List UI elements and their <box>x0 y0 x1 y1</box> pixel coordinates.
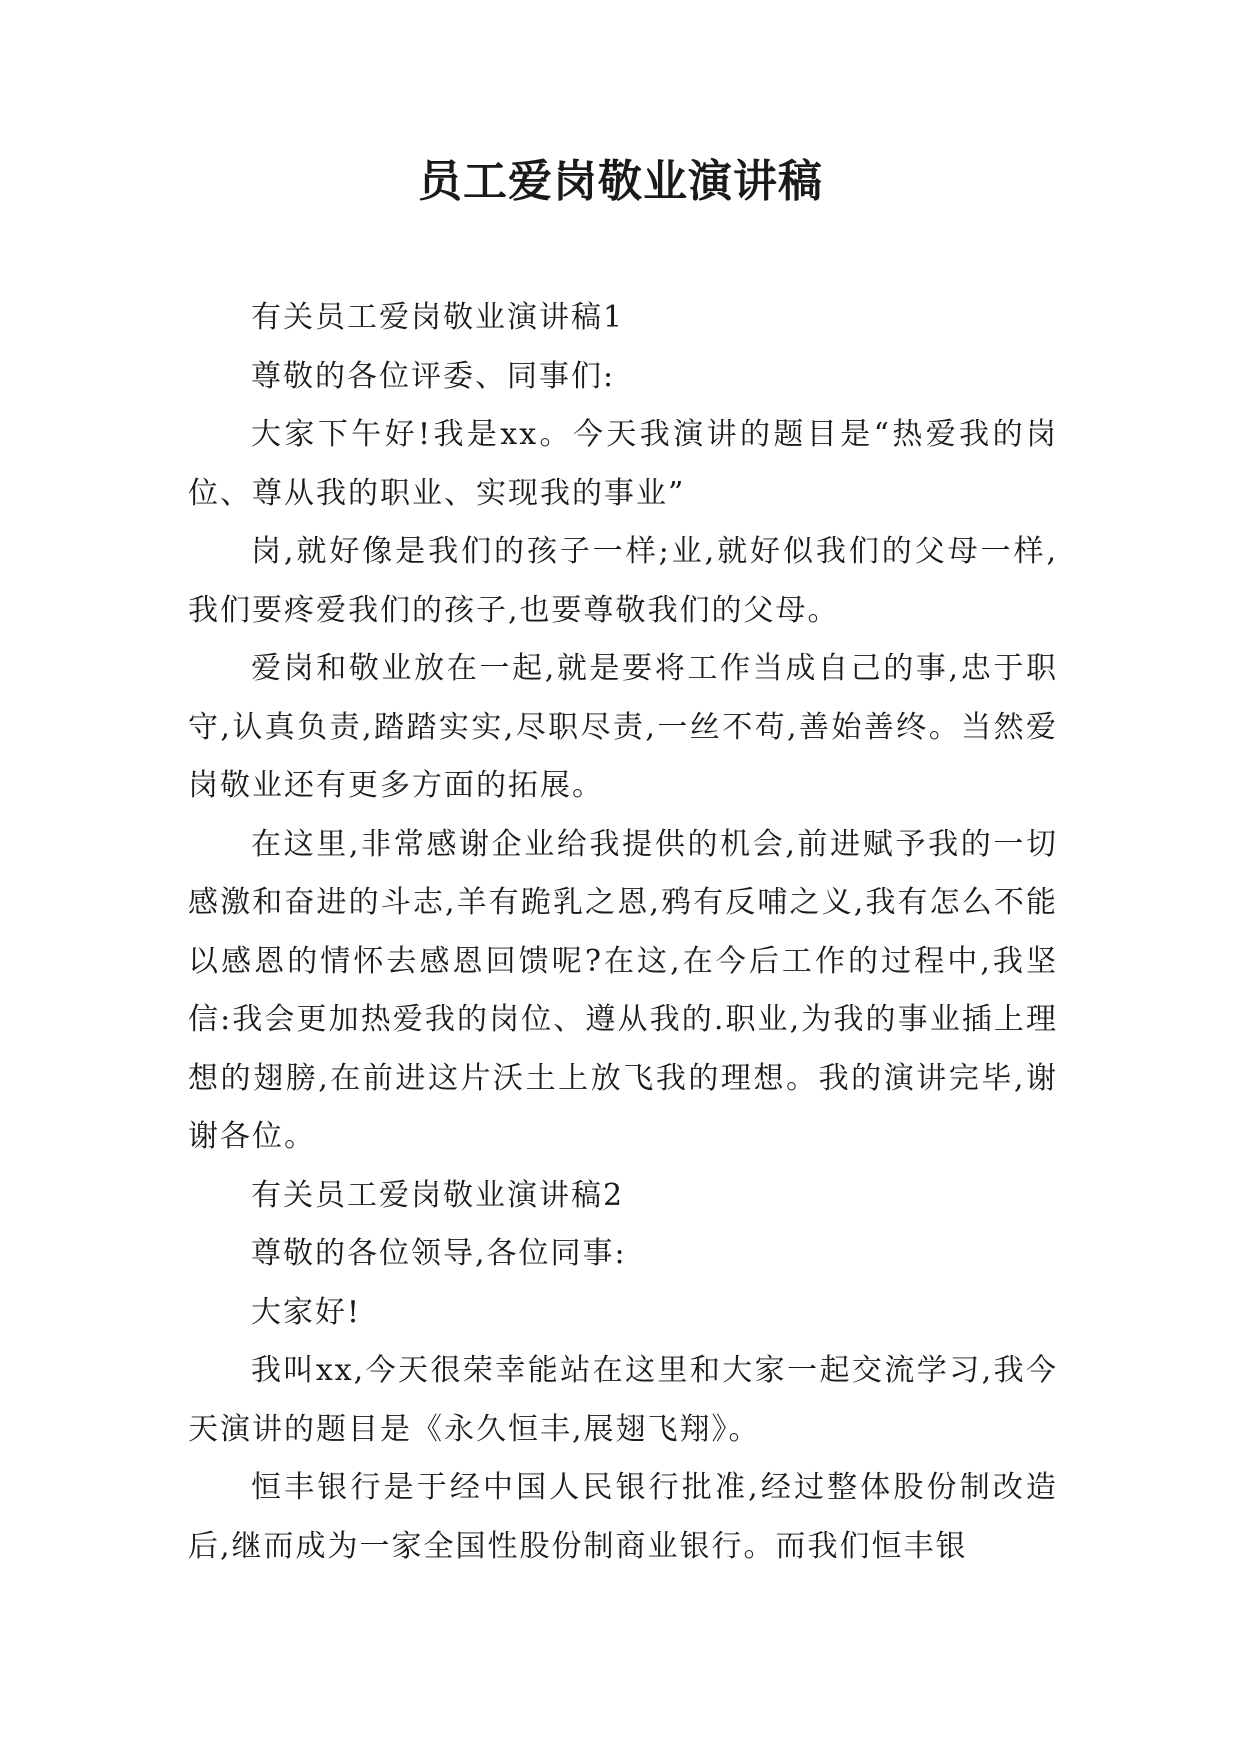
salutation: 尊敬的各位领导,各位同事: <box>251 1236 627 1271</box>
document-body <box>188 289 1058 1576</box>
paragraph: 大家下午好!我是xx。今天我演讲的题目是“热爱我的岗位、尊从我的职业、实现我的事业” <box>188 417 1058 511</box>
paragraph: 在这里,非常感谢企业给我提供的机会,前进赋予我的一切感激和奋进的斗志,羊有跪乳之恩,鸦有反哺之义,我有怎么不能以感恩的情怀去感恩回馈呢?在这,在今后工作的过程中,我坚信:我会更加热爱我的岗位、遵从我的.职业,为我的事业插上理想的翅膀,在前进这片沃土上放飞我的理想。我的演讲完毕,谢谢各位。 <box>188 826 1058 1154</box>
section-heading-1: 有关员工爱岗敬业演讲稿1 <box>251 300 625 335</box>
greeting: 大家好! <box>251 1294 362 1330</box>
salutation: 尊敬的各位评委、同事们: <box>251 358 616 394</box>
paragraph: 恒丰银行是于经中国人民银行批准,经过整体股份制改造后,继而成为一家全国性股份制商业银行。而我们恒丰银 <box>188 1470 1058 1564</box>
paragraph: 我叫xx,今天很荣幸能站在这里和大家一起交流学习,我今天演讲的题目是《永久恒丰,展翅飞翔》。 <box>188 1353 1058 1447</box>
paragraph: 爱岗和敬业放在一起,就是要将工作当成自己的事,忠于职守,认真负责,踏踏实实,尽职尽责,一丝不苟,善始善终。当然爱岗敬业还有更多方面的拓展。 <box>188 651 1058 803</box>
section-heading-2: 有关员工爱岗敬业演讲稿2 <box>251 1177 625 1213</box>
document-title: 员工爱岗敬业演讲稿 <box>418 156 823 207</box>
paragraph: 岗,就好像是我们的孩子一样;业,就好似我们的父母一样,我们要疼爱我们的孩子,也要尊敬我们的父母。 <box>188 534 1058 628</box>
